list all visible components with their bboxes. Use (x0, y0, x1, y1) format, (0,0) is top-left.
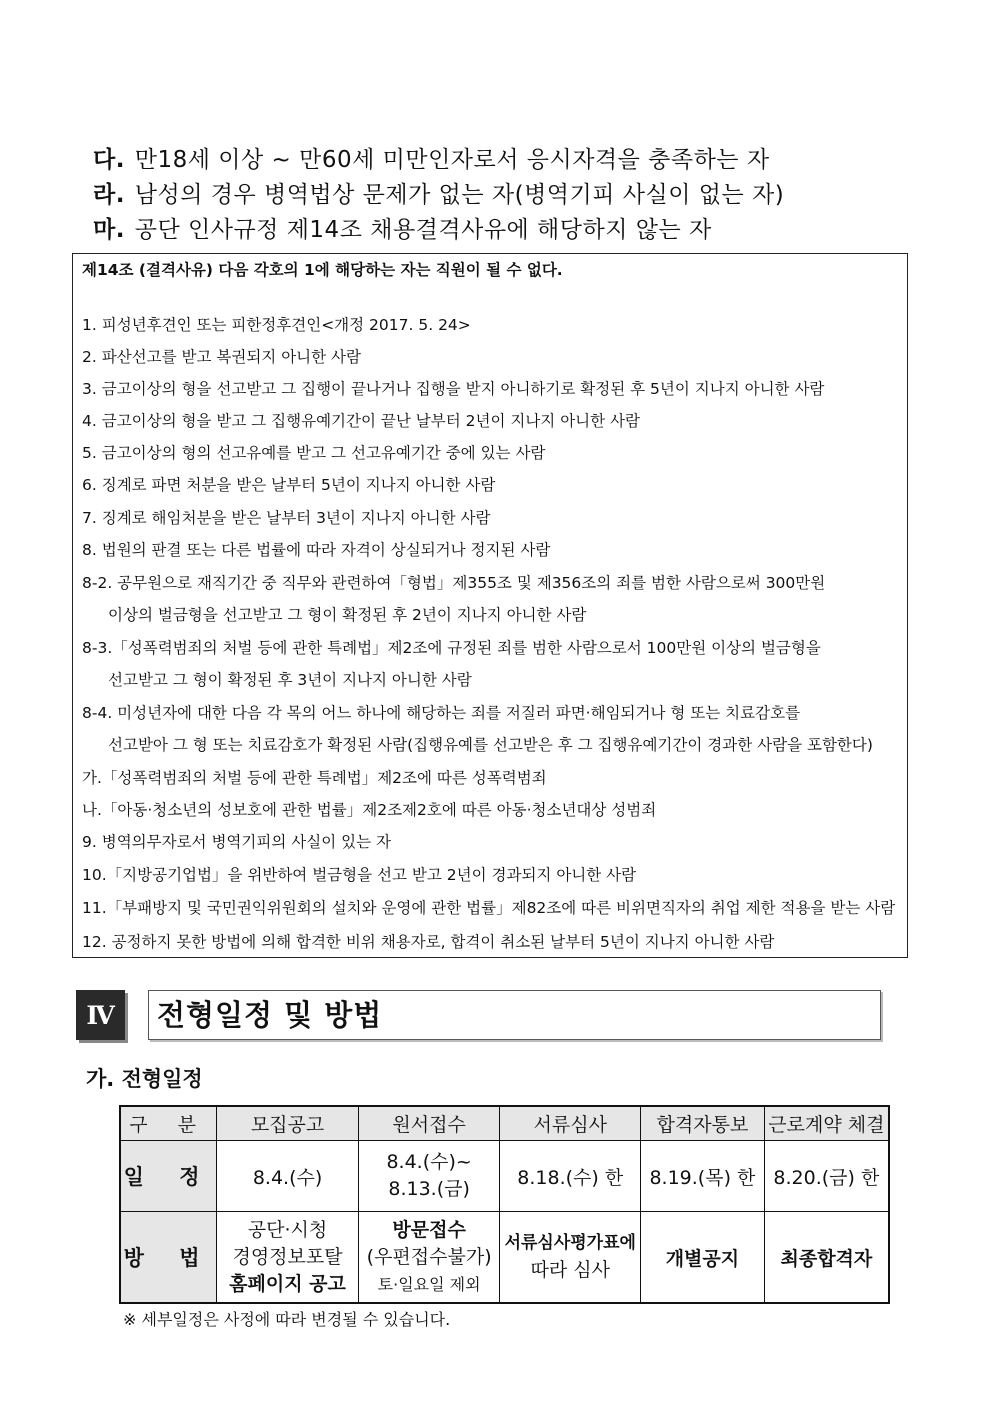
footnote: ※ 세부일정은 사정에 따라 변경될 수 있습니다. (123, 1310, 451, 1329)
qualification-item (93, 211, 712, 244)
subheading: 가. 전형일정 (86, 1067, 203, 1091)
qualification-item (93, 176, 784, 209)
disqualification-item: 2. 파산선고를 받고 복권되지 아니한 사람 (82, 348, 361, 366)
cell-announcement-method (217, 1212, 359, 1304)
cell-notification-method: 개별공지 (641, 1212, 765, 1304)
disqualification-item: 5. 금고이상의 형의 선고유예를 받고 그 선고유예기간 중에 있는 사람 (82, 444, 546, 462)
table-row (120, 1141, 889, 1212)
disqualification-item: 7. 징계로 해임처분을 받은 날부터 3년이 지나지 아니한 사람 (82, 509, 491, 527)
cell-line: 토·일요일 제외 (377, 1274, 481, 1294)
disqualification-item: 12. 공정하지 못한 방법에 의해 합격한 비위 채용자로, 합격이 취소된 날부터 5년이 지나지 아니한 사람 (82, 933, 775, 951)
cell-line: 8.13.(금) (388, 1178, 470, 1200)
cell-line: 서류심사평가표에 (504, 1233, 636, 1253)
disqualification-item: 4. 금고이상의 형을 받고 그 집행유예기간이 끝난 날부터 2년이 지나지 아니한 사람 (82, 412, 640, 430)
cell-line: 따라 심사 (530, 1259, 610, 1281)
header-notification: 합격자통보 (641, 1106, 765, 1141)
cell-application-date (358, 1141, 500, 1212)
header-application: 원서접수 (358, 1106, 500, 1141)
cell-line: 홈페이지 공고 (229, 1272, 346, 1295)
disqualification-item: 8. 법원의 판결 또는 다른 법률에 따라 자격이 상실되거나 정지된 사람 (82, 541, 551, 559)
header-announcement: 모집공고 (217, 1106, 359, 1141)
cell-announcement-date: 8.4.(수) (217, 1141, 359, 1212)
disqualification-title: 제14조 (결격사유) 다음 각호의 1에 해당하는 자는 직원이 될 수 없다. (82, 261, 563, 279)
disqualification-item: 9. 병역의무자로서 병역기피의 사실이 있는 자 (82, 833, 391, 851)
cell-application-method (358, 1212, 500, 1304)
item-marker: 라. (93, 182, 125, 208)
header-contract: 근로계약 체결 (764, 1106, 889, 1141)
cell-contract-date: 8.20.(금) 한 (764, 1141, 889, 1212)
disqualification-item: 나.「아동·청소년의 성보호에 관한 법률」제2조제2호에 따른 아동·청소년대상 성범죄 (82, 801, 657, 819)
disqualification-item: 8-2. 공무원으로 재직기간 중 직무와 관련하여「형법」제355조 및 제356조의 죄를 범한 사람으로써 300만원 (82, 574, 826, 592)
item-marker: 마. (93, 217, 125, 243)
disqualification-item: 3. 금고이상의 형을 선고받고 그 집행이 끝나거나 집행을 받지 아니하기로 확정된 후 5년이 지나지 아니한 사람 (82, 380, 825, 398)
cell-line: 공단·시청 (247, 1218, 328, 1241)
disqualification-item: 이상의 벌금형을 선고받고 그 형이 확정된 후 2년이 지나지 아니한 사람 (108, 606, 587, 624)
cell-line: (우편접수불가) (366, 1245, 492, 1268)
section-title: 전형일정 및 방법 (148, 990, 881, 1040)
section-number-badge: Ⅳ (76, 990, 125, 1040)
disqualification-item: 선고받고 그 형이 확정된 후 3년이 지나지 아니한 사람 (108, 671, 472, 689)
cell-contract-method: 최종합격자 (764, 1212, 889, 1304)
disqualification-item: 선고받아 그 형 또는 치료감호가 확정된 사람(집행유예를 선고받은 후 그 집행유예기간이 경과한 사람을 포함한다) (108, 736, 873, 754)
qualification-item (93, 141, 770, 174)
item-text: 남성의 경우 병역법상 문제가 없는 자(병역기피 사실이 없는 자) (126, 182, 785, 208)
item-text: 만18세 이상 ~ 만60세 미만인자로서 응시자격을 충족하는 자 (126, 147, 770, 173)
disqualification-item: 가.「성폭력범죄의 처벌 등에 관한 특례법」제2조에 따른 성폭력범죄 (82, 769, 547, 787)
item-text: 공단 인사규정 제14조 채용결격사유에 해당하지 않는 자 (126, 217, 712, 243)
cell-line: 경영정보포탈 (232, 1245, 343, 1268)
table-row (120, 1212, 889, 1304)
header-category: 구 분 (120, 1106, 217, 1141)
disqualification-item: 8-4. 미성년자에 대한 다음 각 목의 어느 하나에 해당하는 죄를 저질러 파면·해임되거나 형 또는 치료감호를 (82, 704, 801, 722)
cell-review-date: 8.18.(수) 한 (500, 1141, 641, 1212)
item-marker: 다. (93, 147, 125, 173)
disqualification-item: 1. 피성년후견인 또는 피한정후견인<개정 2017. 5. 24> (82, 316, 471, 334)
row-label-method: 방 법 (120, 1212, 217, 1304)
disqualification-item: 10.「지방공기업법」을 위반하여 벌금형을 선고 받고 2년이 경과되지 아니한 사람 (82, 866, 637, 884)
cell-line: 8.4.(수)~ (386, 1151, 472, 1173)
disqualification-item: 11.「부패방지 및 국민권익위원회의 설치와 운영에 관한 법률」제82조에 따른 비위면직자의 취업 제한 적용을 받는 사람 (82, 899, 896, 917)
cell-line: 방문접수 (392, 1218, 466, 1241)
disqualification-item: 6. 징계로 파면 처분을 받은 날부터 5년이 지나지 아니한 사람 (82, 476, 496, 494)
header-document-review: 서류심사 (500, 1106, 641, 1141)
table-header-row (120, 1106, 889, 1141)
disqualification-item: 8-3.「성폭력범죄의 처벌 등에 관한 특례법」제2조에 규정된 죄를 범한 사람으로서 100만원 이상의 벌금형을 (82, 639, 821, 657)
schedule-table (119, 1105, 890, 1304)
row-label-schedule: 일 정 (120, 1141, 217, 1212)
cell-review-method (500, 1212, 641, 1304)
cell-notification-date: 8.19.(목) 한 (641, 1141, 765, 1212)
